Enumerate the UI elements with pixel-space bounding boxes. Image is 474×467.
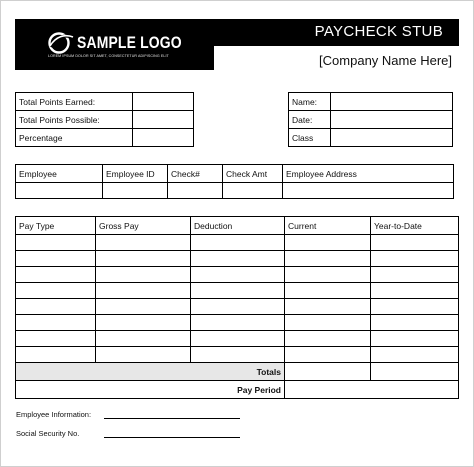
table-cell[interactable] bbox=[285, 267, 371, 283]
employee-information-line[interactable] bbox=[104, 418, 240, 419]
table-cell[interactable] bbox=[371, 299, 459, 315]
table-row bbox=[16, 235, 459, 251]
table-cell[interactable] bbox=[96, 347, 191, 363]
employee-address-field[interactable] bbox=[283, 183, 454, 199]
employee-id-header: Employee ID bbox=[103, 165, 168, 183]
pay-period-label: Pay Period bbox=[16, 381, 285, 399]
table-cell[interactable] bbox=[96, 267, 191, 283]
table-cell[interactable] bbox=[285, 331, 371, 347]
check-amount-field[interactable] bbox=[223, 183, 283, 199]
table-cell[interactable] bbox=[285, 299, 371, 315]
table-cell[interactable] bbox=[371, 347, 459, 363]
table-cell[interactable] bbox=[16, 331, 96, 347]
social-security-line[interactable] bbox=[104, 437, 240, 438]
table-cell[interactable] bbox=[16, 235, 96, 251]
logo-text: SAMPLE LOGO bbox=[77, 33, 182, 52]
table-cell[interactable] bbox=[285, 251, 371, 267]
total-points-earned-label: Total Points Earned: bbox=[16, 93, 133, 111]
table-row bbox=[16, 299, 459, 315]
table-cell[interactable] bbox=[191, 299, 285, 315]
table-cell[interactable] bbox=[285, 315, 371, 331]
deduction-header: Deduction bbox=[191, 217, 285, 235]
employee-id-field[interactable] bbox=[103, 183, 168, 199]
table-cell[interactable] bbox=[96, 331, 191, 347]
company-name[interactable]: [Company Name Here] bbox=[319, 53, 452, 68]
employee-address-header: Employee Address bbox=[283, 165, 454, 183]
class-field[interactable] bbox=[331, 129, 453, 147]
table-cell[interactable] bbox=[96, 283, 191, 299]
table-cell[interactable] bbox=[16, 347, 96, 363]
table-cell[interactable] bbox=[16, 267, 96, 283]
pay-type-header: Pay Type bbox=[16, 217, 96, 235]
table-cell[interactable] bbox=[285, 347, 371, 363]
table-cell[interactable] bbox=[371, 251, 459, 267]
table-cell[interactable] bbox=[191, 315, 285, 331]
table-cell[interactable] bbox=[371, 331, 459, 347]
table-cell[interactable] bbox=[371, 267, 459, 283]
total-points-possible-field[interactable] bbox=[133, 111, 194, 129]
table-row bbox=[16, 267, 459, 283]
totals-current-field[interactable] bbox=[285, 363, 371, 381]
totals-ytd-field[interactable] bbox=[371, 363, 459, 381]
gross-pay-header: Gross Pay bbox=[96, 217, 191, 235]
table-cell[interactable] bbox=[96, 251, 191, 267]
table-cell[interactable] bbox=[191, 283, 285, 299]
table-cell[interactable] bbox=[371, 283, 459, 299]
document-title: PAYCHECK STUB bbox=[214, 19, 459, 46]
table-row bbox=[16, 331, 459, 347]
social-security-label: Social Security No. bbox=[16, 429, 80, 438]
check-amount-header: Check Amt bbox=[223, 165, 283, 183]
pay-table bbox=[15, 216, 459, 399]
employee-field[interactable] bbox=[16, 183, 103, 199]
table-cell[interactable] bbox=[191, 347, 285, 363]
table-cell[interactable] bbox=[191, 251, 285, 267]
table-cell[interactable] bbox=[285, 283, 371, 299]
table-cell[interactable] bbox=[16, 299, 96, 315]
pay-period-field[interactable] bbox=[285, 381, 459, 399]
table-cell[interactable] bbox=[191, 331, 285, 347]
current-header: Current bbox=[285, 217, 371, 235]
total-points-possible-label: Total Points Possible: bbox=[16, 111, 133, 129]
check-number-header: Check# bbox=[168, 165, 223, 183]
table-cell[interactable] bbox=[371, 235, 459, 251]
date-label: Date: bbox=[289, 111, 331, 129]
table-cell[interactable] bbox=[96, 235, 191, 251]
employee-information-label: Employee Information: bbox=[16, 410, 92, 419]
table-row bbox=[16, 347, 459, 363]
table-row bbox=[16, 283, 459, 299]
table-row bbox=[16, 315, 459, 331]
percentage-label: Percentage bbox=[16, 129, 133, 147]
total-points-earned-field[interactable] bbox=[133, 93, 194, 111]
table-cell[interactable] bbox=[16, 283, 96, 299]
logo-block bbox=[15, 19, 214, 70]
points-table bbox=[15, 92, 194, 147]
percentage-field[interactable] bbox=[133, 129, 194, 147]
table-cell[interactable] bbox=[16, 315, 96, 331]
table-cell[interactable] bbox=[96, 299, 191, 315]
table-cell[interactable] bbox=[191, 235, 285, 251]
date-field[interactable] bbox=[331, 111, 453, 129]
totals-row bbox=[16, 363, 459, 381]
employee-table bbox=[15, 164, 454, 199]
name-label: Name: bbox=[289, 93, 331, 111]
table-row bbox=[16, 251, 459, 267]
logo-tagline: LOREM IPSUM DOLOR SIT AMET, CONSECTETUR ADIPISCING ELIT bbox=[48, 54, 169, 58]
table-cell[interactable] bbox=[371, 315, 459, 331]
table-cell[interactable] bbox=[96, 315, 191, 331]
check-number-field[interactable] bbox=[168, 183, 223, 199]
table-cell[interactable] bbox=[191, 267, 285, 283]
table-cell[interactable] bbox=[16, 251, 96, 267]
pay-period-row bbox=[16, 381, 459, 399]
class-label: Class bbox=[289, 129, 331, 147]
totals-label: Totals bbox=[16, 363, 285, 381]
name-field[interactable] bbox=[331, 93, 453, 111]
table-cell[interactable] bbox=[285, 235, 371, 251]
student-info-table bbox=[288, 92, 453, 147]
swoosh-globe-icon bbox=[48, 32, 74, 54]
employee-header: Employee bbox=[16, 165, 103, 183]
year-to-date-header: Year-to-Date bbox=[371, 217, 459, 235]
